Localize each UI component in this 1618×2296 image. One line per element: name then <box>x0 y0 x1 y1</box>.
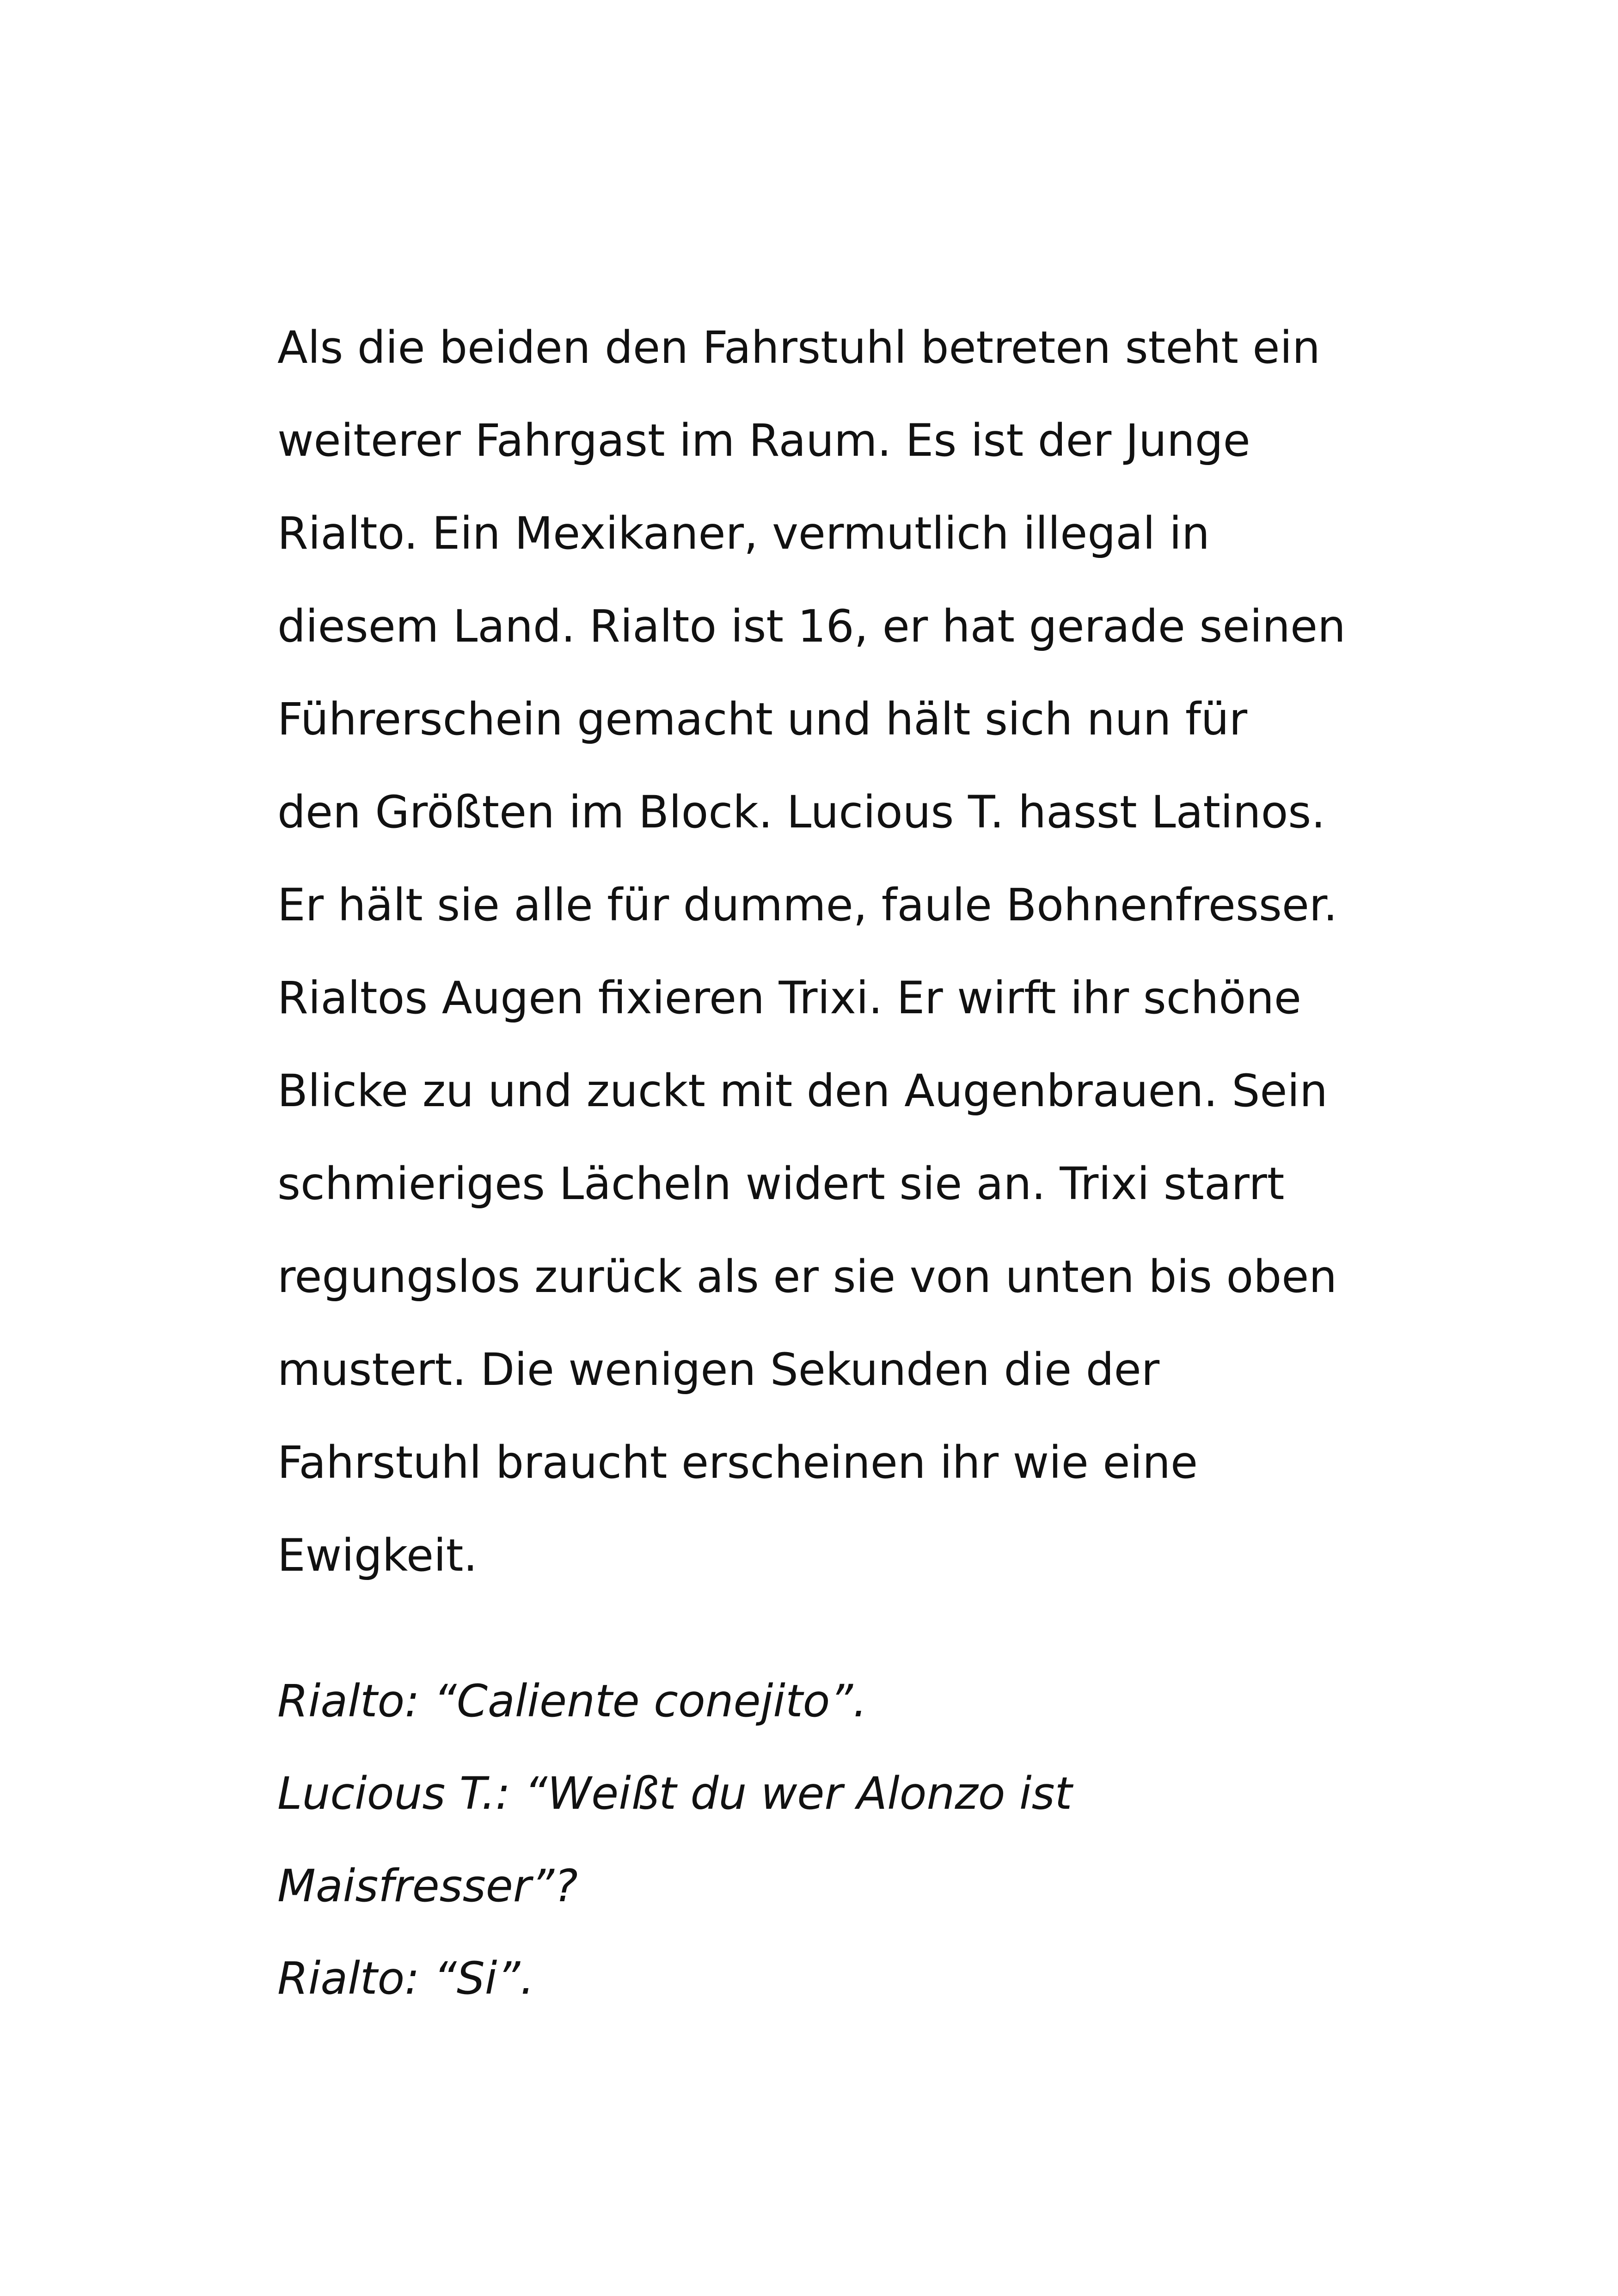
narrative-line: schmieriges Lächeln widert sie an. Trixi starrt <box>277 1158 1285 1210</box>
dialogue-line: Lucious T.: “Weißt du wer Alonzo ist <box>277 1768 1073 1819</box>
narrative-line: den Größten im Block. Lucious T. hasst Latinos. <box>277 786 1325 838</box>
narrative-line: Ewigkeit. <box>277 1530 478 1581</box>
narrative-line: Er hält sie alle für dumme, faule Bohnenfresser. <box>277 879 1338 931</box>
narrative-line: Als die beiden den Fahrstuhl betreten steht ein <box>277 322 1320 373</box>
dialogue-line: Rialto: “Si”. <box>277 1953 534 2004</box>
dialogue-line: Maisfresser”? <box>277 1860 578 1912</box>
dialogue-block <box>277 1669 1387 2039</box>
narrative-line: diesem Land. Rialto ist 16, er hat gerade seinen <box>277 600 1346 652</box>
narrative-paragraph <box>277 315 1387 1616</box>
narrative-line: Rialtos Augen fixieren Trixi. Er wirft ihr schöne <box>277 972 1301 1024</box>
narrative-line: regungslos zurück als er sie von unten bis oben <box>277 1251 1337 1303</box>
narrative-line: Blicke zu und zuckt mit den Augenbrauen. Sein <box>277 1065 1328 1117</box>
narrative-line: mustert. Die wenigen Sekunden die der <box>277 1344 1160 1396</box>
narrative-line: Fahrstuhl braucht erscheinen ihr wie eine <box>277 1437 1198 1488</box>
narrative-line: Führerschein gemacht und hält sich nun für <box>277 693 1248 745</box>
dialogue-line: Rialto: “Caliente conejito”. <box>277 1675 867 1727</box>
narrative-line: Rialto. Ein Mexikaner, vermutlich illegal in <box>277 508 1210 559</box>
narrative-line: weiterer Fahrgast im Raum. Es ist der Junge <box>277 415 1250 466</box>
